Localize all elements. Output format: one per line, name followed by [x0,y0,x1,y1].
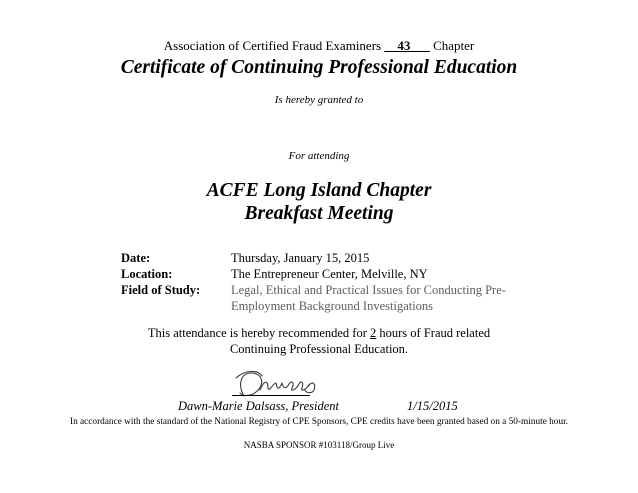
attending-text: For attending [288,150,350,162]
recommendation-line2: Continuing Professional Education. [229,342,409,356]
chapter-label: Chapter [433,38,475,53]
credit-hours: 2 [370,326,377,340]
signature-date: 1/15/2015 [407,399,458,413]
recommendation-line1 [0,326,638,341]
recommendation-prefix: This attendance is hereby recommended for [147,326,367,340]
date-label: Date: [121,251,151,265]
event-name-line1: ACFE Long Island Chapter [206,180,432,201]
field-of-study-value-line1: Legal, Ethical and Practical Issues for Conducting Pre- [231,283,506,297]
granted-text: Is hereby granted to [274,94,364,106]
date-value: Thursday, January 15, 2015 [231,251,370,265]
location-value: The Entrepreneur Center, Melville, NY [231,267,428,281]
signature-stroke-name [260,382,310,390]
signatory-name-title: Dawn-Marie Dalsass, President [178,399,339,413]
event-name-line2: Breakfast Meeting [244,203,394,224]
association-name: Association of Certified Fraud Examiners [163,38,382,53]
nasba-sponsor: NASBA SPONSOR #103118/Group Live [243,440,395,450]
association-header [0,38,638,54]
accordance-statement: In accordance with the standard of the National Registry of CPE Sponsors, CPE credits have been granted based on a 50-minute hour. [69,417,569,427]
chapter-number: 43 [397,38,411,53]
chapter-blank-after: ___ [410,38,430,53]
location-label: Location: [121,267,173,281]
field-of-study-value-line2: Employment Background Investigations [231,299,434,313]
field-of-study-label: Field of Study: [121,283,201,297]
certificate-title: Certificate of Continuing Professional Education [120,57,518,78]
signature-line [232,395,310,396]
chapter-blank-before: __ [384,38,398,53]
recommendation-suffix: hours of Fraud related [379,326,491,340]
signature-stroke-d [240,373,262,396]
